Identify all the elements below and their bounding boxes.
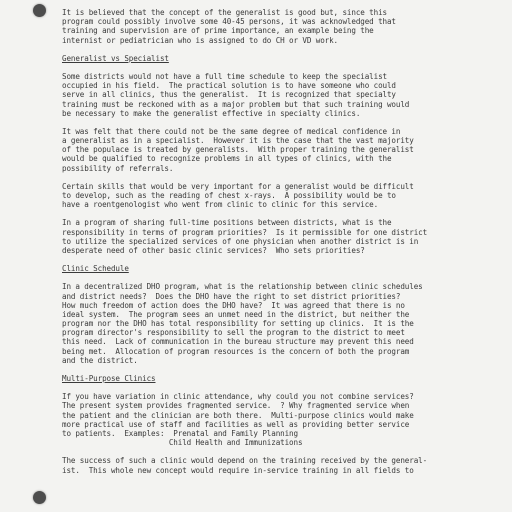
text-line: occupied in his field. The practical solution is to have someone who could (62, 81, 396, 91)
paragraph (62, 282, 502, 365)
text-line: program director's responsibility to sell the program to the district to meet (62, 328, 405, 338)
text-line: In a program of sharing full-time positions between districts, what is the (62, 218, 392, 228)
punch-hole-top (33, 4, 46, 17)
text-line: In a decentralized DHO program, what is the relationship between clinic schedules (62, 282, 423, 292)
text-line: The present system provides fragmented service. ? Why fragmented service when (62, 401, 410, 411)
text-line: How much freedom of action does the DHO have? It was agreed that there is no (62, 300, 405, 310)
text-line: be necessary to make the generalist effective in specialty clinics. (62, 108, 361, 118)
section-heading-generalist-vs-specialist: Generalist vs Specialist (62, 53, 169, 63)
text-line: this need. Lack of communication in the bureau structure may prevent this need (62, 337, 414, 347)
text-line: possibility of referrals. (62, 163, 174, 173)
paragraph (62, 456, 502, 474)
text-line: If you have variation in clinic attendance, why could you not combine services? (62, 392, 414, 402)
text-line: would be qualified to recognize problems in all types of clinics, with the (62, 154, 392, 164)
paragraph (62, 127, 502, 173)
text-line: being met. Allocation of program resources is the concern of both the program (62, 346, 410, 356)
text-line: program could possibly involve some 40-45 persons, it was acknowledged that (62, 17, 396, 27)
punch-hole-bottom (33, 491, 46, 504)
text-line: more practical use of staff and facilities as well as providing better service (62, 419, 410, 429)
paragraph (62, 182, 502, 210)
text-line: of the populace is treated by generalists. With proper training the generalist (62, 145, 414, 155)
text-line: It is believed that the concept of the generalist is good but, since this (62, 8, 387, 17)
text-line: ideal system. The program sees an unmet need in the district, but neither the (62, 309, 410, 319)
paragraph (62, 218, 502, 255)
document-body (62, 8, 502, 484)
text-line: the patient and the clinician are both there. Multi-purpose clinics would make (62, 410, 414, 420)
paragraph (62, 72, 502, 118)
text-line: training must be reckoned with as a major problem but that such training would (62, 99, 410, 109)
text-line: Certain skills that would be very important for a generalist would be difficult (62, 181, 414, 191)
paragraph (62, 392, 502, 447)
text-line: desperate need of other basic clinic services? Who sets priorities? (62, 245, 365, 255)
text-line: It was felt that there could not be the same degree of medical confidence in (62, 126, 401, 136)
intro-paragraph (62, 8, 502, 45)
section-heading-clinic-schedule: Clinic Schedule (62, 264, 129, 274)
text-line: training and supervision are of prime importance, an example being the (62, 26, 374, 36)
text-line: serve in all clinics, thus the generalist. It is recognized that specialty (62, 90, 396, 100)
text-line: program nor the DHO has total responsibility for setting up clinics. It is the (62, 319, 414, 329)
text-line: The success of such a clinic would depend on the training received by the general- (62, 456, 428, 466)
text-line: have a roentgenologist who went from clinic to clinic for this service. (62, 200, 379, 210)
text-line: and the district. (62, 355, 138, 365)
text-line: and district needs? Does the DHO have the right to set district priorities? (62, 291, 401, 301)
text-line: responsibility in terms of program priorities? Is it permissible for one district (62, 227, 428, 237)
text-line: Child Health and Immunizations (62, 438, 303, 448)
section-heading-multi-purpose-clinics: Multi-Purpose Clinics (62, 374, 156, 383)
text-line: to develop, such as the reading of chest x-rays. A possibility would be to (62, 191, 396, 200)
text-line: to utilize the specialized services of one physician when another district is in (62, 236, 419, 246)
text-line: a generalist as in a specialist. However it is the case that the vast majority (62, 136, 414, 146)
text-line: to patients. Examples: Prenatal and Family Planning (62, 428, 298, 438)
text-line: Some districts would not have a full time schedule to keep the specialist (62, 71, 387, 81)
text-line: ist. This whole new concept would require in-service training in all fields to (62, 465, 414, 475)
text-line: internist or pediatrician who is assigned to do CH or VD work. (62, 35, 339, 45)
